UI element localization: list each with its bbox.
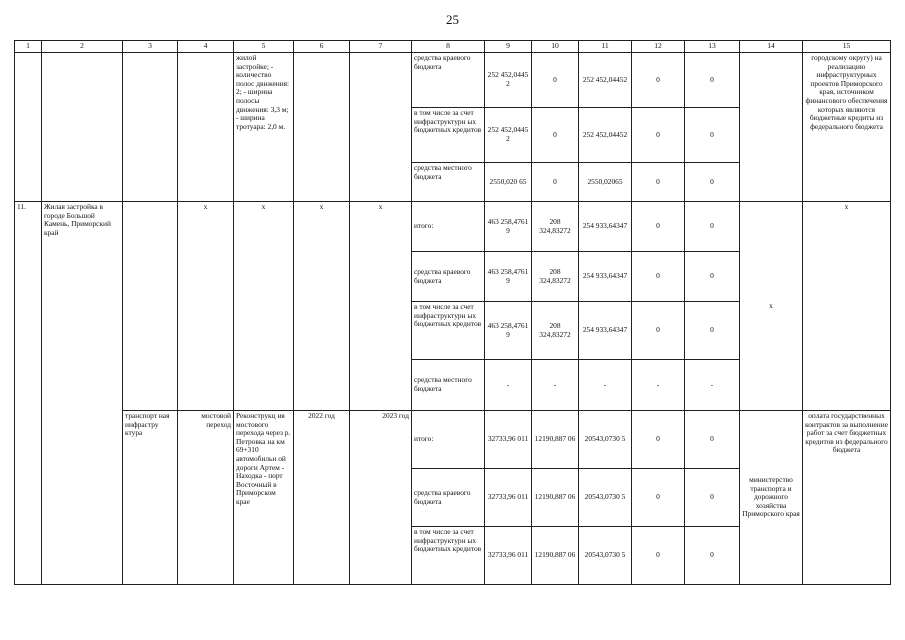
col-number: 12 bbox=[632, 41, 685, 53]
amount-cell: 0 bbox=[532, 108, 579, 163]
amount-cell: 208 324,83272 bbox=[532, 302, 579, 360]
col-number: 3 bbox=[123, 41, 178, 53]
object-characteristics: жилой застройке; - количество полос движения: 2; - ширина полосы движения: 3,3 м; - ширина тротуара: 2,0 м. bbox=[234, 53, 294, 202]
amount-cell: 0 bbox=[685, 202, 740, 252]
col-number: 7 bbox=[350, 41, 412, 53]
amount-cell: 32733,96 011 bbox=[485, 527, 532, 585]
amount-cell: 0 bbox=[685, 411, 740, 469]
object-description: Реконструкц ия мостового перехода через р. Петровка на км 69+310 автомобильн ой дороги Артем - Находка - порт Восточный в Приморском крае bbox=[234, 411, 294, 585]
amount-cell: 12190,887 06 bbox=[532, 469, 579, 527]
amount-cell: - bbox=[685, 360, 740, 411]
amount-cell: 463 258,4761 9 bbox=[485, 302, 532, 360]
funding-source: средства краевого бюджета bbox=[412, 53, 485, 108]
funding-source: в том числе за счет инфраструктурн ых бюджетных кредитов bbox=[412, 527, 485, 585]
amount-cell: 0 bbox=[632, 202, 685, 252]
funding-source: в том числе за счет инфраструктурн ых бюджетных кредитов bbox=[412, 302, 485, 360]
amount-cell: 254 933,64347 bbox=[579, 252, 632, 302]
table-row bbox=[15, 411, 891, 469]
financing-table bbox=[14, 40, 891, 585]
amount-cell: - bbox=[532, 360, 579, 411]
amount-cell: - bbox=[485, 360, 532, 411]
amount-cell: 254 933,64347 bbox=[579, 302, 632, 360]
funding-source: итого: bbox=[412, 411, 485, 469]
amount-cell: 254 933,64347 bbox=[579, 202, 632, 252]
amount-cell: 0 bbox=[632, 252, 685, 302]
start-year: 2022 год bbox=[294, 411, 350, 585]
amount-cell: 0 bbox=[685, 163, 740, 202]
col-number: 8 bbox=[412, 41, 485, 53]
col-number: 11 bbox=[579, 41, 632, 53]
amount-cell: 0 bbox=[685, 302, 740, 360]
amount-cell: 0 bbox=[685, 527, 740, 585]
funding-source: средства местного бюджета bbox=[412, 360, 485, 411]
amount-cell: 0 bbox=[632, 469, 685, 527]
amount-cell: 0 bbox=[532, 53, 579, 108]
table-row bbox=[15, 53, 891, 108]
amount-cell: 0 bbox=[685, 108, 740, 163]
payment-purpose: оплата государственных контрактов за выполнение работ за счет бюджетных кредитов из федерального бюджета bbox=[803, 411, 891, 585]
item-number: 11. bbox=[15, 202, 42, 585]
amount-cell: 0 bbox=[685, 53, 740, 108]
amount-cell: - bbox=[632, 360, 685, 411]
funding-source: средства местного бюджета bbox=[412, 163, 485, 202]
amount-cell: 463 258,4761 9 bbox=[485, 202, 532, 252]
amount-cell: 0 bbox=[685, 469, 740, 527]
infrastructure-type: транспорт ная инфрастру ктура bbox=[123, 411, 178, 585]
column-number-row bbox=[15, 41, 891, 53]
funding-source: средства краевого бюджета bbox=[412, 469, 485, 527]
col-number: 4 bbox=[178, 41, 234, 53]
item-name: Жилая застройка в городе Большой Камень, Приморский край bbox=[42, 202, 123, 585]
funding-source: средства краевого бюджета bbox=[412, 252, 485, 302]
amount-cell: - bbox=[579, 360, 632, 411]
amount-cell: 0 bbox=[632, 108, 685, 163]
table-row bbox=[15, 202, 891, 252]
amount-cell: 12190,887 06 bbox=[532, 411, 579, 469]
amount-cell: 0 bbox=[632, 163, 685, 202]
placeholder-x: х bbox=[350, 202, 412, 411]
amount-cell: 20543,0730 5 bbox=[579, 527, 632, 585]
amount-cell: 252 452,04452 bbox=[579, 53, 632, 108]
col-number: 1 bbox=[15, 41, 42, 53]
amount-cell: 252 452,0445 2 bbox=[485, 53, 532, 108]
amount-cell: 252 452,0445 2 bbox=[485, 108, 532, 163]
amount-cell: 0 bbox=[632, 411, 685, 469]
amount-cell: 0 bbox=[632, 527, 685, 585]
col-number: 9 bbox=[485, 41, 532, 53]
placeholder-x: х bbox=[178, 202, 234, 411]
funding-source: в том числе за счет инфраструктурн ых бюджетных кредитов bbox=[412, 108, 485, 163]
col-number: 14 bbox=[740, 41, 803, 53]
placeholder-x: х bbox=[740, 202, 803, 411]
amount-cell: 32733,96 011 bbox=[485, 411, 532, 469]
amount-cell: 12190,887 06 bbox=[532, 527, 579, 585]
col-number: 13 bbox=[685, 41, 740, 53]
funding-source: итого: bbox=[412, 202, 485, 252]
amount-cell: 0 bbox=[632, 53, 685, 108]
amount-cell: 32733,96 011 bbox=[485, 469, 532, 527]
col-number: 10 bbox=[532, 41, 579, 53]
amount-cell: 0 bbox=[685, 252, 740, 302]
amount-cell: 208 324,83272 bbox=[532, 252, 579, 302]
col-number: 6 bbox=[294, 41, 350, 53]
payment-purpose: городскому округу) на реализацию инфраструктурных проектов Приморского края, источником финансового обеспечения которых являются бюджетные кредиты из федерального бюджета bbox=[803, 53, 891, 202]
responsible-executor: министерство транспорта и дорожного хозяйства Приморского края bbox=[740, 411, 803, 585]
amount-cell: 2550,02065 bbox=[579, 163, 632, 202]
amount-cell: 208 324,83272 bbox=[532, 202, 579, 252]
placeholder-x: х bbox=[294, 202, 350, 411]
end-year: 2023 год bbox=[350, 411, 412, 585]
placeholder-x: х bbox=[803, 202, 891, 411]
amount-cell: 20543,0730 5 bbox=[579, 469, 632, 527]
page-number: 25 bbox=[446, 12, 459, 27]
amount-cell: 252 452,04452 bbox=[579, 108, 632, 163]
col-number: 15 bbox=[803, 41, 891, 53]
amount-cell: 463 258,4761 9 bbox=[485, 252, 532, 302]
amount-cell: 0 bbox=[532, 163, 579, 202]
amount-cell: 20543,0730 5 bbox=[579, 411, 632, 469]
amount-cell: 0 bbox=[632, 302, 685, 360]
amount-cell: 2550,020 65 bbox=[485, 163, 532, 202]
placeholder-x: х bbox=[234, 202, 294, 411]
col-number: 2 bbox=[42, 41, 123, 53]
object-type: мостовой переход bbox=[178, 411, 234, 585]
col-number: 5 bbox=[234, 41, 294, 53]
